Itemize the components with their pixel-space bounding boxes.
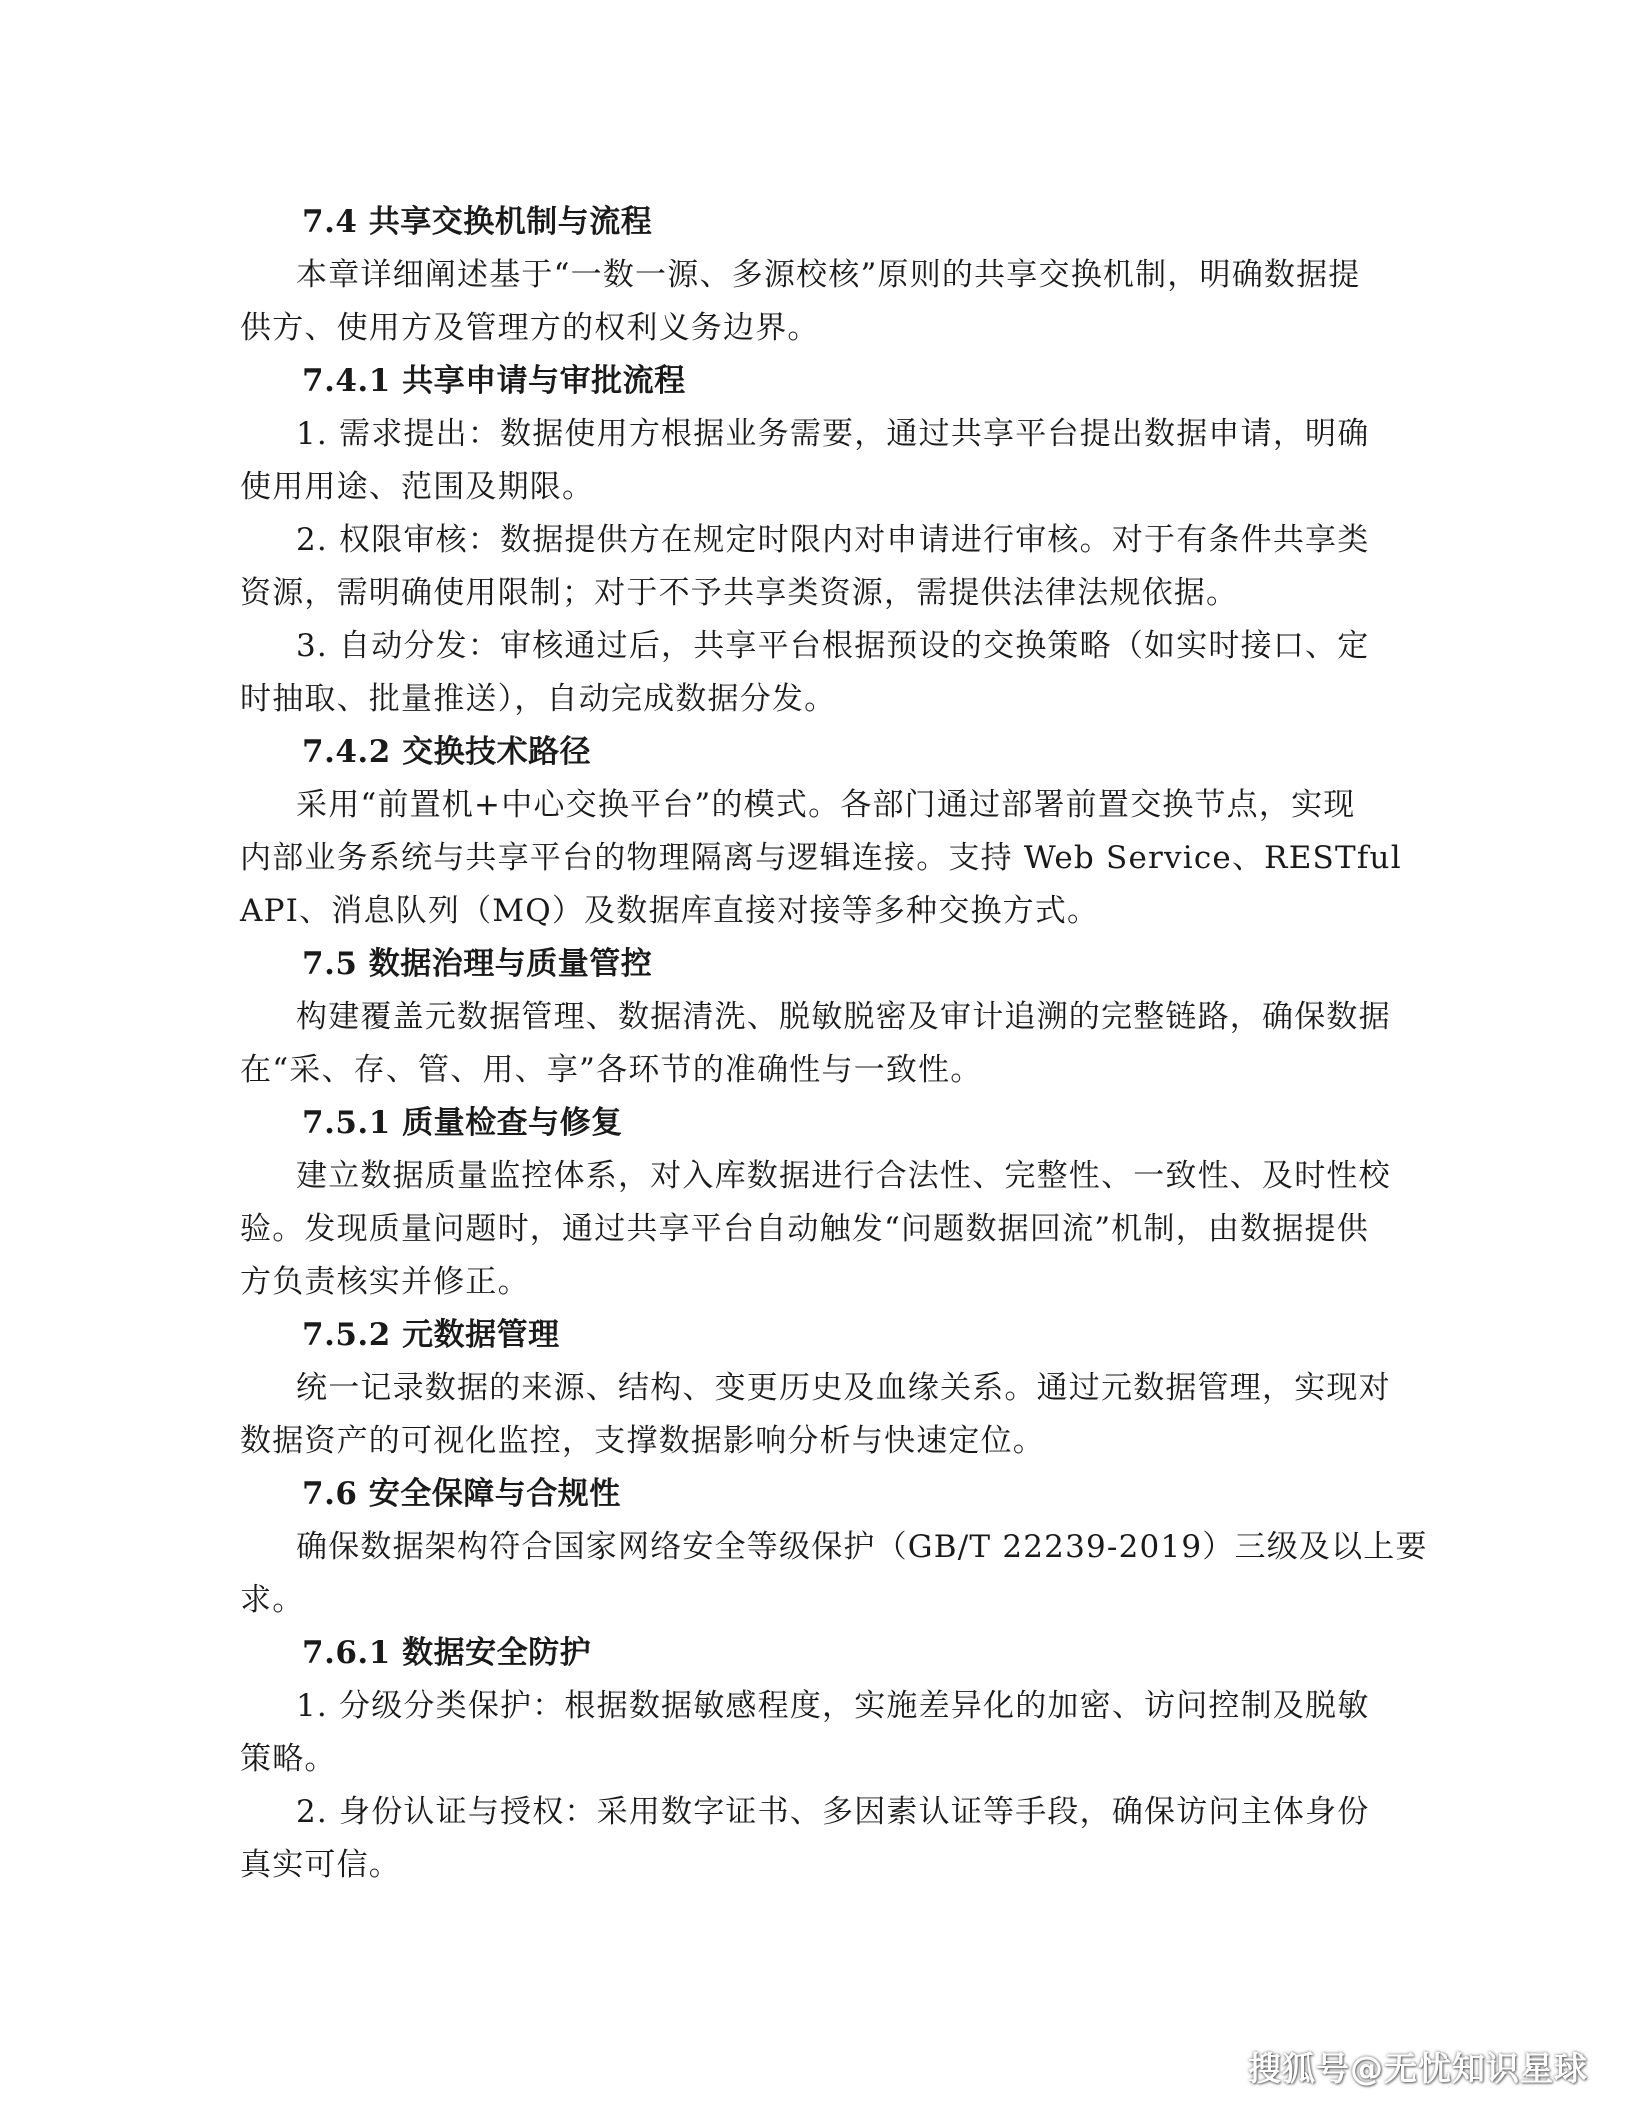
list-item: 2. 权限审核：数据提供方在规定时限内对申请进行审核。对于有条件共享类 资源，需明确使用限制；对于不予共享类资源，需提供法律法规依据。 <box>240 522 1370 611</box>
section-heading-7-4-2: 7.4.2 交换技术路径 <box>302 734 592 770</box>
paragraph: 本章详细阐述基于“一数一源、多源校核”原则的共享交换机制，明确数据提 供方、使用方及管理方的权利义务边界。 <box>240 257 1361 346</box>
section-heading-7-4-1: 7.4.1 共享申请与审批流程 <box>302 363 686 399</box>
section-heading-7-5-2: 7.5.2 元数据管理 <box>302 1317 560 1353</box>
list-item: 1. 分级分类保护：根据数据敏感程度，实施差异化的加密、访问控制及脱敏 策略。 <box>240 1688 1370 1777</box>
section-heading-7-5-1: 7.5.1 质量检查与修复 <box>302 1105 623 1141</box>
list-item: 3. 自动分发：审核通过后，共享平台根据预设的交换策略（如实时接口、定 时抽取、批量推送），自动完成数据分发。 <box>240 628 1370 717</box>
paragraph: 确保数据架构符合国家网络安全等级保护（GB/T 22239-2019）三级及以上要 求。 <box>240 1529 1428 1618</box>
watermark-text: 搜狐号@无忧知识星球 <box>1248 2049 1588 2088</box>
list-item: 2. 身份认证与授权：采用数字证书、多因素认证等手段，确保访问主体身份 真实可信。 <box>240 1794 1370 1883</box>
section-heading-7-5: 7.5 数据治理与质量管控 <box>302 946 653 982</box>
section-heading-7-4: 7.4 共享交换机制与流程 <box>302 204 653 240</box>
paragraph: 构建覆盖元数据管理、数据清洗、脱敏脱密及审计追溯的完整链路，确保数据 在“采、存、管、用、享”各环节的准确性与一致性。 <box>240 999 1391 1088</box>
paragraph: 统一记录数据的来源、结构、变更历史及血缘关系。通过元数据管理，实现对 数据资产的可视化监控，支撑数据影响分析与快速定位。 <box>240 1370 1391 1459</box>
section-heading-7-6-1: 7.6.1 数据安全防护 <box>302 1635 592 1671</box>
paragraph: 采用“前置机+中心交换平台”的模式。各部门通过部署前置交换节点，实现 内部业务系统与共享平台的物理隔离与逻辑连接。支持 Web Service、RESTful API、消息队列（MQ）及数据库直接对接等多种交换方式。 <box>240 787 1402 929</box>
section-heading-7-6: 7.6 安全保障与合规性 <box>302 1476 621 1512</box>
list-item: 1. 需求提出：数据使用方根据业务需要，通过共享平台提出数据申请，明确 使用用途、范围及期限。 <box>240 416 1370 505</box>
paragraph: 建立数据质量监控体系，对入库数据进行合法性、完整性、一致性、及时性校 验。发现质量问题时，通过共享平台自动触发“问题数据回流”机制，由数据提供 方负责核实并修正。 <box>240 1158 1391 1300</box>
document-body <box>240 196 1428 1892</box>
